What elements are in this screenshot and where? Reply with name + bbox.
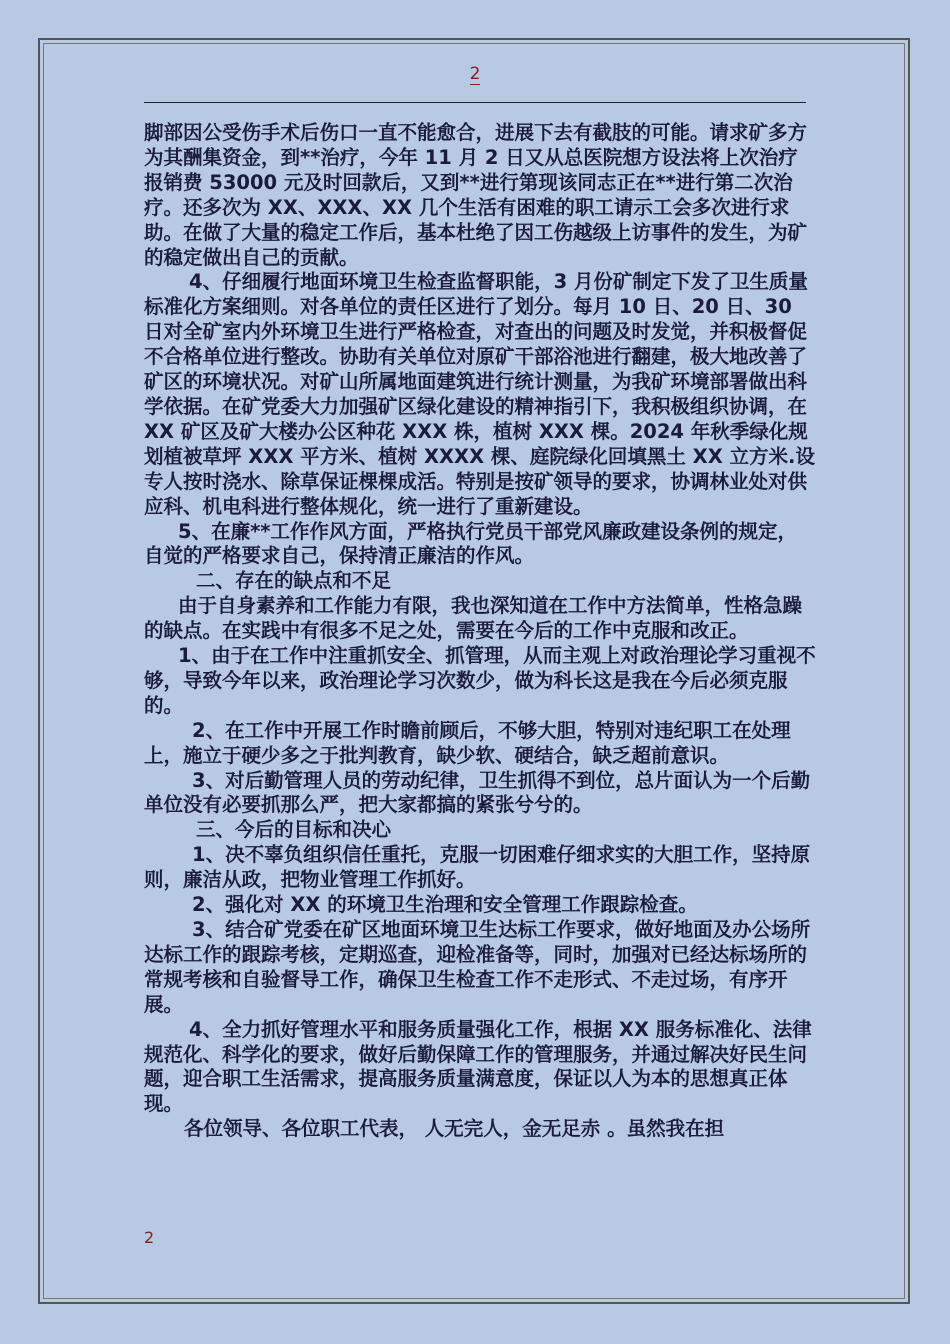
paragraph: 5、在廉**工作作风方面，严格执行党员干部党风廉政建设条例的规定，自觉的严格要求自己，保持清正廉洁的作风。	[144, 519, 797, 568]
paragraph: 各位领导、各位职工代表， 人无完人，金无足赤 。虽然我在担	[184, 1117, 725, 1141]
paragraph: 4、仔细履行地面环境卫生检查监督职能，3 月份矿制定下发了卫生质量标准化方案细则。对各单位的责任区进行了划分。每月 10 日、20 日、30 日对全矿室内外环境卫生进行严格检查，对查出的问题及时发觉，并积极督促不合格单位进行整改。协助有关单位对原矿干部浴池进行翻建，极大地改善了矿区的环境状况。对矿山所属地面建筑进行统计测量，为我矿环境部署做出科学依据。在矿党委大力加强矿区绿化建设的精神指引下，我积极组织协调，在 XX 矿区及矿大楼办公区种花 XXX 株，植树 XXX 棵。2024 年秋季绿化规划植被草坪 XXX 平方米、植树 XXXX 棵、庭院绿化回填黑土 XX 立方米.设专人按时浇水、除草保证棵棵成活。特别是按矿领导的要求，协调林业处对供应科、机电科进行整体规化，统一进行了重新建设。	[144, 270, 815, 518]
paragraph: 1、由于在工作中注重抓安全、抓管理，从而主观上对政治理论学习重视不够，导致今年以来，政治理论学习次数少，做为科长这是我在今后必须克服的。	[144, 644, 816, 717]
paragraph: 3、对后勤管理人员的劳动纪律，卫生抓得不到位，总片面认为一个后勤单位没有必要抓那么严，把大家都搞的紧张兮兮的。	[144, 768, 811, 817]
page-header	[0, 64, 950, 84]
paragraph: 脚部因公受伤手术后伤口一直不能愈合，进展下去有截肢的可能。请求矿多方为其酬集资金，到**治疗，今年 11 月 2 日又从总医院想方设法将上次治疗报销费 53000 元及时回款后，又到**进行第现该同志正在**进行第二次治疗。还多次为 XX、XXX、XX 几个生活有困难的职工请示工会多次进行求助。在做了大量的稳定工作后，基本杜绝了因工伤越级上访事件的发生，为矿的稳定做出自己的贡献。	[144, 121, 808, 269]
paragraph: 2、强化对 XX 的环境卫生治理和安全管理工作跟踪检查。	[192, 893, 698, 917]
paragraph: 2、在工作中开展工作时瞻前顾后，不够大胆，特别对违纪职工在处理上，施立于硬少多之于批判教育，缺少软、硬结合，缺乏超前意识。	[144, 718, 791, 767]
document-body	[144, 121, 816, 1142]
paragraph: 3、结合矿党委在矿区地面环境卫生达标工作要求，做好地面及办公场所达标工作的跟踪考核，定期巡查，迎检准备等，同时，加强对已经达标场所的常规考核和自验督导工作，确保卫生检查工作不走形式、不走过场，有序开展。	[144, 918, 811, 1016]
paragraph: 由于自身素养和工作能力有限，我也深知道在工作中方法简单，性格急躁的缺点。在实践中有很多不足之处，需要在今后的工作中克服和改正。	[144, 594, 803, 643]
paragraph: 三、今后的目标和决心	[196, 818, 392, 842]
paragraph: 二、存在的缺点和不足	[196, 569, 392, 593]
paragraph: 4、全力抓好管理水平和服务质量强化工作，根据 XX 服务标准化、法律规范化、科学化的要求，做好后勤保障工作的管理服务，并通过解决好民生问题，迎合职工生活需求，提高服务质量满意度，保证以人为本的思想真正体现。	[144, 1017, 812, 1116]
footer-page-number: 2	[144, 1228, 155, 1247]
header-rule	[144, 102, 806, 103]
header-page-number: 2	[469, 64, 481, 84]
paragraph: 1、决不辜负组织信任重托，克服一切困难仔细求实的大胆工作，坚持原则，廉洁从政，把物业管理工作抓好。	[144, 843, 811, 892]
